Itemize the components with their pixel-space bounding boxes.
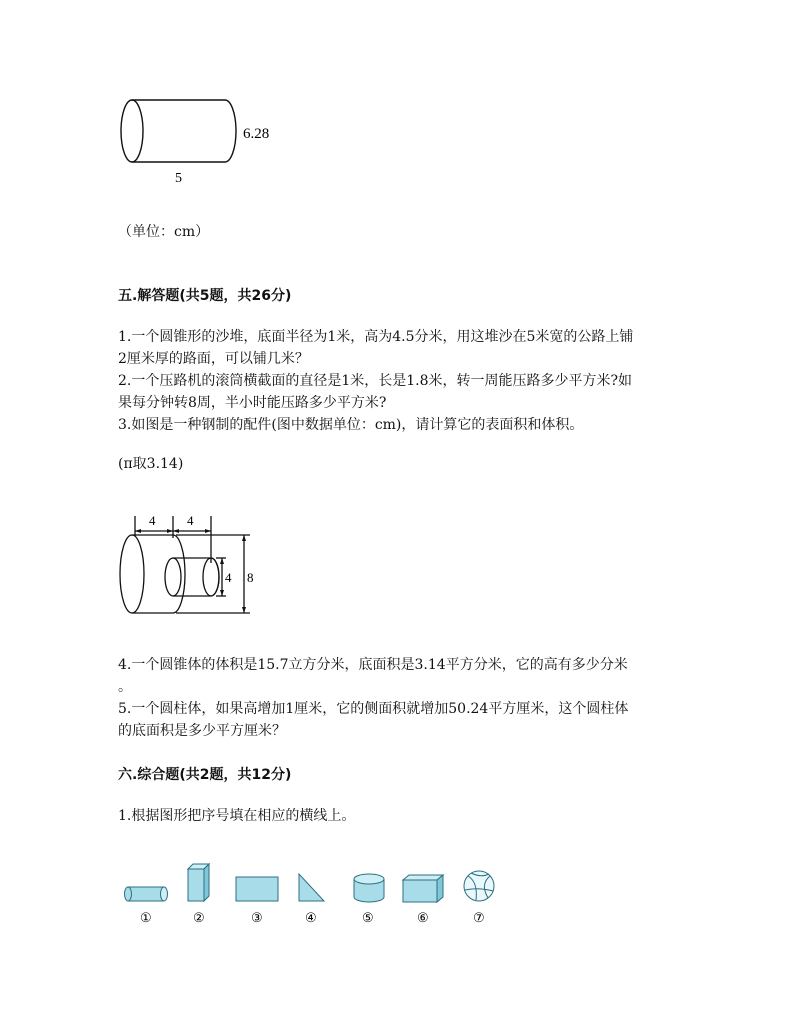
shape-label-6: ⑥ <box>417 910 429 925</box>
s6-q1: 1.根据图形把序号填在相应的横线上。 <box>118 808 356 824</box>
cylinder-height-label: 6.28 <box>243 126 270 142</box>
q2-line1: 2.一个压路机的滚筒横截面的直径是1米，长是1.8米，转一周能压路多少平方米?如 <box>118 373 633 389</box>
dim-left-label: 4 <box>149 513 156 528</box>
q1-line1: 1.一个圆锥形的沙堆，底面半径为1米，高为4.5分米，用这堆沙在5米宽的公路上铺 <box>118 329 634 345</box>
section5-title: 五.解答题(共5题，共26分) <box>118 288 292 304</box>
cylinder-length-label: 5 <box>175 171 182 184</box>
shape-right-triangle <box>299 874 324 901</box>
shape-label-1: ① <box>140 910 152 925</box>
steel-part-figure <box>116 508 266 626</box>
unit-note: （单位：cm） <box>118 224 210 240</box>
shape-label-7: ⑦ <box>473 910 485 925</box>
shape-label-2: ② <box>193 910 205 925</box>
shape-cylinder-horizontal <box>125 887 168 901</box>
q4-line2: 。 <box>118 679 132 695</box>
shape-short-cylinder <box>354 874 384 902</box>
dim-small-diameter-label: 4 <box>225 570 232 585</box>
cylinder-body <box>132 100 236 162</box>
shape-label-4: ④ <box>305 910 317 925</box>
shape-tall-cuboid <box>188 864 209 901</box>
shape-label-5: ⑤ <box>362 910 374 925</box>
q2-line2: 果每分钟转8周，半小时能压路多少平方米? <box>118 395 387 411</box>
shape-label-3: ③ <box>251 910 263 925</box>
q3-pi-note: (π取3.14) <box>118 456 184 472</box>
q4-line1: 4.一个圆锥体的体积是15.7立方分米，底面积是3.14平方分米，它的高有多少分米 <box>118 657 628 673</box>
dim-large-diameter-label: 8 <box>247 570 254 585</box>
shapes-row <box>118 860 508 932</box>
q5-line1: 5.一个圆柱体，如果高增加1厘米，它的侧面积就增加50.24平方厘米，这个圆柱体 <box>118 701 629 717</box>
shape-rectangle <box>236 877 278 901</box>
shape-volleyball <box>464 871 494 901</box>
section6-title: 六.综合题(共2题，共12分) <box>118 767 292 783</box>
q3-line1: 3.如图是一种钢制的配件(图中数据单位：cm)，请计算它的表面积和体积。 <box>118 417 584 433</box>
cylinder-left-face <box>121 100 143 162</box>
cylinder-figure <box>112 92 292 184</box>
q1-line2: 2厘米厚的路面，可以铺几米？ <box>118 351 309 367</box>
dim-right-label: 4 <box>187 513 194 528</box>
shape-flat-cuboid <box>403 875 443 902</box>
q5-line2: 的底面积是多少平方厘米？ <box>118 723 286 739</box>
